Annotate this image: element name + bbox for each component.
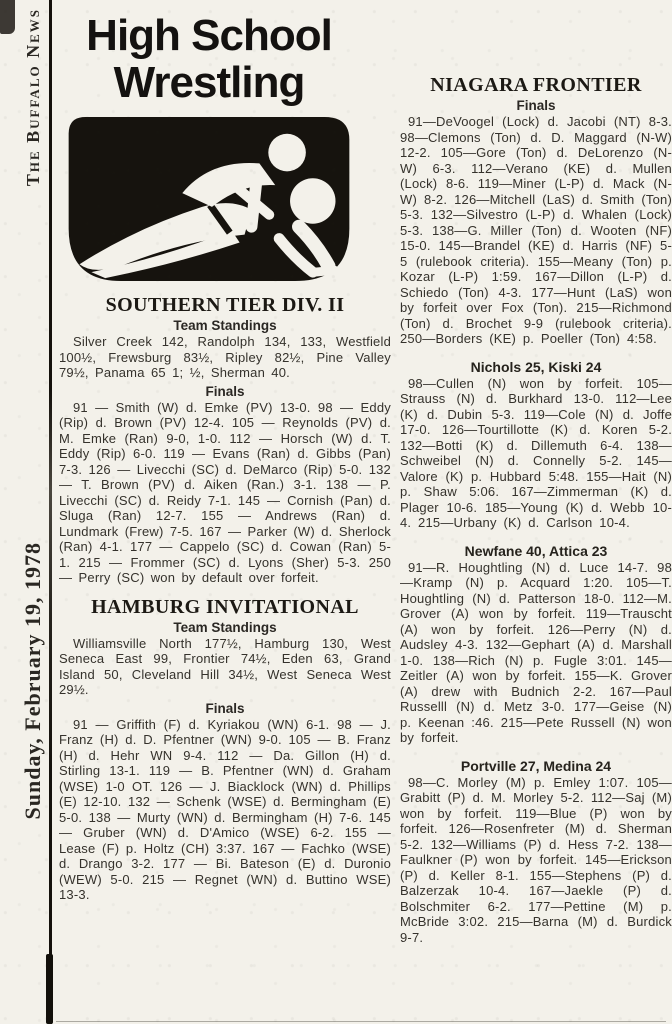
team-standings-text: Williamsville North 177½, Hamburg 130, West Seneca East 99, Frontier 74½, Eden 63, Grand Island 50, Cleveland Hill 34½, West Seneca West 29½. <box>59 635 391 697</box>
finals-results-text: 91 — Griffith (F) d. Kyriakou (WN) 6-1. 98 — J. Franz (H) d. D. Pfentner (WN) 9-0. 105 — B. Franz (H) d. Hehr WN 9-4. 112 — Da. Gillon (H) d. Stirling 13-1. 119 — B. Pfentner (WN) d. Graham (WSE) 1-0 OT. 126 — J. Biacklock (WN) d. Phillips (E) 12-10. 132 — Schenk (WSE) d. Bermingham (E) 5-0. 138 — Murty (WN) d. Bermingham (H) 7-6. 145 — Gruber (WN) d. D'Amico (WSE) 6-2. 155 — Lease (F) p. Holtz (CH) 3:37. 167 — Fachko (WSE) d. Drango 3-2. 177 — Bi. Bateson (E) d. Duronio (WEW) 5-0. 215 — Regnet (WN) d. Buttino WSE) 13-3. <box>59 716 391 902</box>
team-standings-text: Silver Creek 142, Randolph 134, 133, Westfield 100½, Frewsburg 83½, Ripley 82½, Pine Valley 79½, Panama 65 1; ½, Sherman 40. <box>59 334 391 380</box>
print-artifact <box>46 954 53 1024</box>
print-artifact <box>56 1021 666 1022</box>
headline-line-2: Wrestling <box>113 58 305 107</box>
match-score-title: Portville 27, Medina 24 <box>460 757 612 774</box>
section-nichols-kiski <box>400 359 672 531</box>
finals-label: Finals <box>205 383 245 399</box>
masthead-sidebar <box>0 0 52 1024</box>
page-title <box>59 12 359 106</box>
finals-results-text: 91 — Smith (W) d. Emke (PV) 13-0. 98 — Eddy (Rip) d. Brown (PV) 12-4. 105 — Reynolds (PV) d. M. Emke (Ran) 9-0, 1-0. 112 — Horsch (W) d. T. Eddy (Rip) 6-0. 119 — Evans (Ran) d. Gibbs (Pan) 7-3. 126 — Livecchi (SC) d. DeMarco (Rip) 5-0. 132 — T. Brown (PV) d. Aiken (Ran.) 3-1. 138 — P. Livecchi (SC) d. Reidy 7-1. 145 — Cornish (Pan) d. Sluga (Ran) 12-7. 155 — Andrews (Ran) d. Lundmark (Frew) 7-5. 167 — Parker (W) d. Sherlock (Ran) 4-1. 177 — Cappelo (SC) d. Cowan (Ran) 5-1. 215 — Frommer (SC) d. Lyons (Sher) 5-3. 250 — Perry (SC) won by default over forfeit. <box>59 399 391 585</box>
section-newfane-attica <box>400 543 672 746</box>
finals-label: Finals <box>205 700 245 716</box>
article-content <box>52 0 672 1024</box>
section-portville-medina <box>400 758 672 946</box>
section-title: NIAGARA FRONTIER <box>430 74 642 96</box>
print-artifact <box>0 0 15 34</box>
vertical-rule <box>49 0 52 1024</box>
match-results-text: 91—R. Houghtling (N) d. Luce 14-7. 98—Kramp (N) p. Acquard 1:20. 105—T. Houghtling (N) d. Patterson 18-0. 112—M. Grover (A) won by forfeit. 119—Trauscht (A) won by forfeit. 126—Perry (N) d. Audsley 4-3. 132—Gephart (A) d. Marshall 1-0. 138—Rich (N) p. Fugle 3:01. 145—Zeitler (A) won by forfeit. 155—K. Grover (A) drew with Budnich 2-2. 167—Paul Russelll (N) d. Metz 3-0. 177—Geise (N) p. Keenan :46. 215—Pete Russell (N) won by forfeit. <box>400 559 672 745</box>
match-results-text: 98—Cullen (N) won by forfeit. 105—Strauss (N) d. Burkhard 13-0. 112—Lee (K) d. Dubin 5-3. 119—Cole (N) d. Joffe 17-0. 126—Tourtillotte (K) d. Koren 5-2. 132—Botti (K) d. Dillemuth 6-4. 138—Schweibel (N) d. Connelly 5-2. 145—Valore (K) p. Hubbard 5:48. 155—Hait (N) p. Shaw 5:06. 167—Zimmerman (K) d. Plager 10-6. 185—Young (K) d. Webb 10-4. 215—Urbany (K) d. Carlson 10-4. <box>400 375 672 530</box>
section-hamburg-invitational <box>59 596 391 903</box>
match-results-text: 98—C. Morley (M) p. Emley 1:07. 105—Grabitt (P) d. M. Morley 5-2. 112—Saj (M) won by forfeit. 119—Blue (P) won by forfeit. 126—Rosenfreter (M) d. Sherman 5-2. 132—Williams (P) d. Hess 7-2. 138—Faulkner (P) won by forfeit. 145—Erickson (P) d. Keller 8-1. 155—Stephens (P) d. Balzerzak 10-4. 167—Jaekle (P) d. Bolschmiter 6-2. 177—Pettine (M) p. McBride 3:02. 215—Barna (M) d. Burdick 9-7. <box>400 774 672 945</box>
finals-label: Finals <box>516 98 556 113</box>
newspaper-name: The Buffalo News <box>23 8 43 187</box>
headline-line-1: High School <box>86 11 332 60</box>
left-column <box>59 6 391 1024</box>
match-score-title: Newfane 40, Attica 23 <box>464 542 608 559</box>
match-score-title: Nichols 25, Kiski 24 <box>470 358 602 375</box>
finals-results-text: 91—DeVoogel (Lock) d. Jacobi (NT) 8-3. 98—Clemons (Ton) d. D. Maggard (N-W) 12-2. 105—Gore (Ton) d. DeLorenzo (N-W) 6-3. 112—Verano (KE) d. Mullen (Lock) 8-6. 119—Miner (L-P) d. Mack (N-W) 8-2. 126—Mitchell (LaS) d. Smith (Ton) 5-3. 132—Silvestro (L-P) d. Whalen (Lock) 5-3. 138—G. Miller (Ton) d. Wooten (NF) 15-0. 145—Brandel (KE) d. Harris (NF) 5-5 (rulebook criteria). 155—Meany (Ton) p. Kozar (L-P) 1:59. 167—Dillon (L-P) d. Schiedo (Ton) 4-3. 177—Hunt (LaS) won by forfeit over Fox (Ton). 215—Richmond (Ton) d. Brochet 9-9 (rulebook criteria). 250—Borders (KE) p. Poeller (Ton) 4:58. <box>400 114 672 346</box>
section-title: HAMBURG INVITATIONAL <box>91 595 359 618</box>
section-title: SOUTHERN TIER DIV. II <box>105 294 345 316</box>
wrestlers-icon <box>65 114 353 284</box>
issue-date: Sunday, February 19, 1978 <box>20 542 45 820</box>
wrestlers-illustration <box>65 114 353 284</box>
team-standings-label: Team Standings <box>173 318 277 333</box>
section-southern-tier <box>59 294 391 586</box>
team-standings-label: Team Standings <box>173 619 277 635</box>
right-column <box>400 6 672 1024</box>
section-niagara-frontier <box>400 74 672 347</box>
